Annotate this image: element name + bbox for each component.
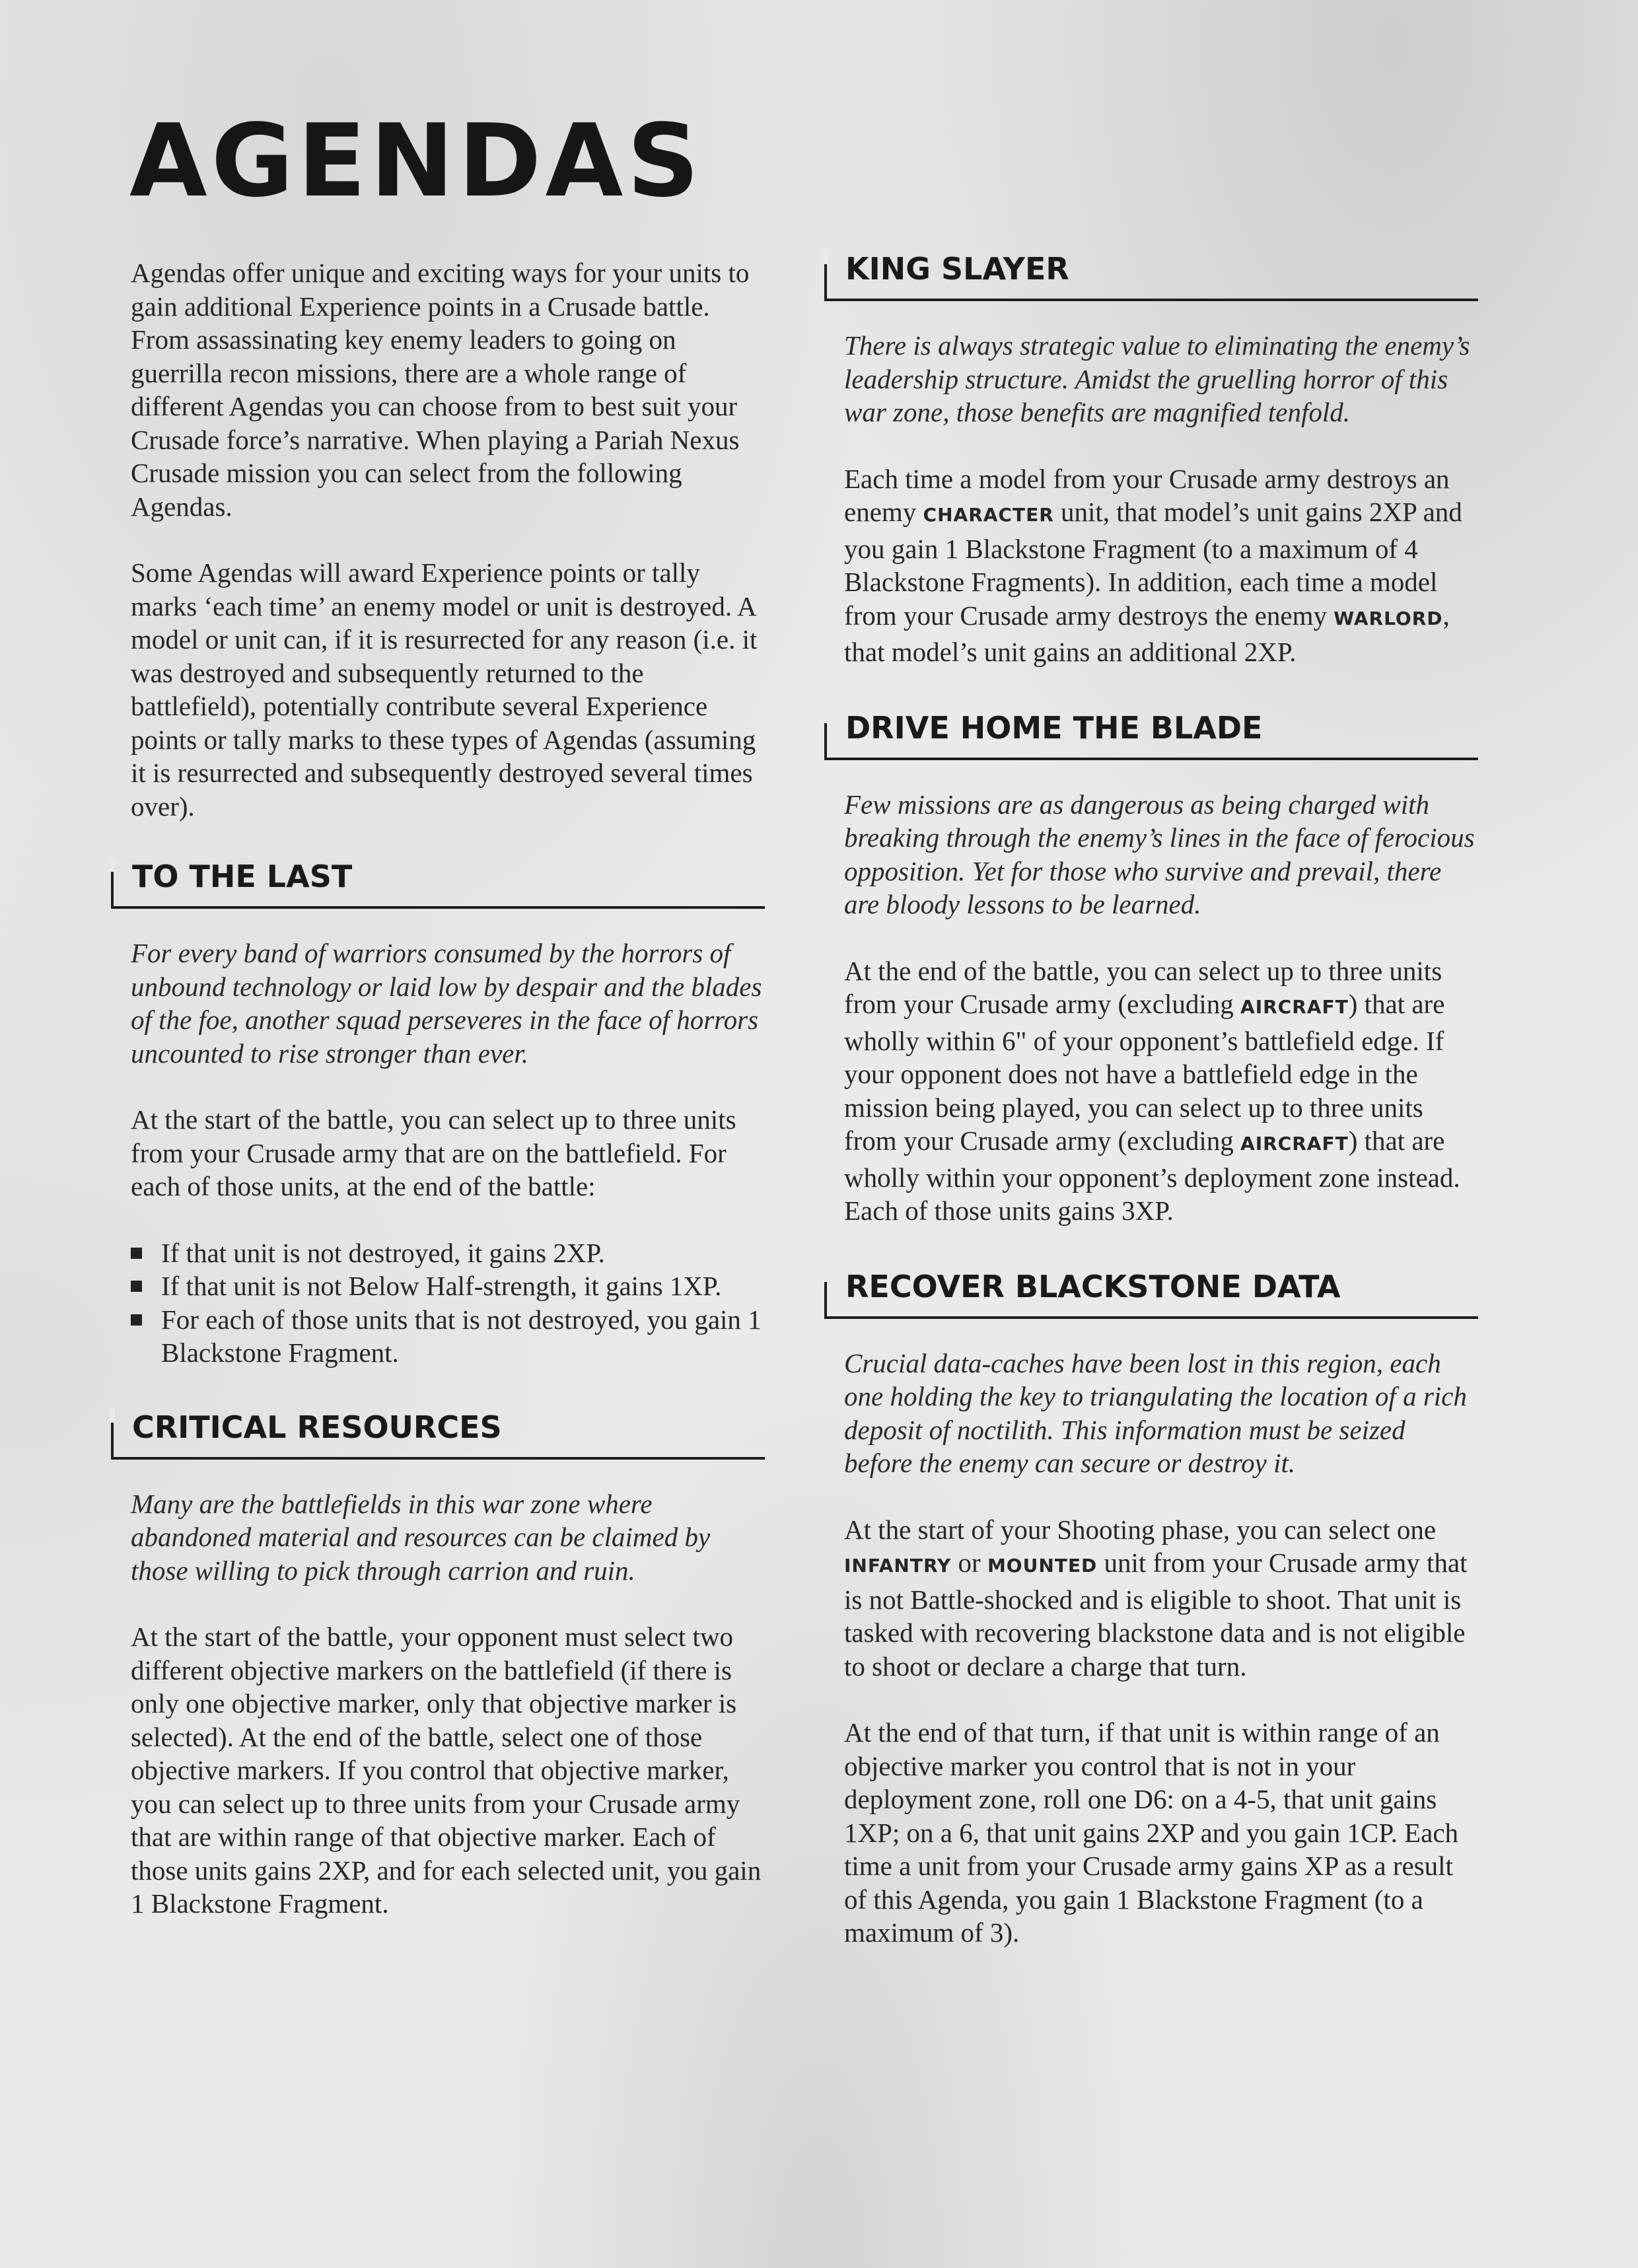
rules-text-2: At the end of that turn, if that unit is within range of an objective marker you control that is not in your deployment zone, roll one D6: on a 4-5, that unit gains 1XP; on a 6, that unit gains 2XP and you gain 1CP. Each time a unit from your Crusade army gains XP as a result of this Agenda, you gain 1 Blackstone Fragment (to a maximum of 3). [844, 1717, 1459, 1948]
flavor-text: For every band of warriors consumed by the horrors of unbound technology or laid low by despair and the blades of the foe, another squad perseveres in the face of horrors uncounted to rise stronger than ever. [131, 938, 762, 1069]
rules-text: At the end of the battle, you can select up to three units from your Crusade army (excluding AIRCRAFT) that are wholly within 6" of your opponent’s battlefield edge. If your opponent does not have a battlefield edge in the mission being played, you can select up to three units from your Crusade army (excluding AIRCRAFT) that are wholly within your opponent’s deployment zone instead. Each of those units gains 3XP. [844, 955, 1460, 1226]
rules-text: At the start of the battle, you can select up to three units from your Crusade army that are on the battlefield. For each of those units, at the end of the battle: [131, 1104, 736, 1201]
left-column [131, 256, 765, 1921]
heading-text: RECOVER BLACKSTONE DATA [845, 1268, 1341, 1304]
keyword-mounted: MOUNTED [987, 1555, 1098, 1577]
section-heading-recover-blackstone-data [824, 1267, 1478, 1319]
heading-text: TO THE LAST [132, 859, 353, 894]
flavor-text: Few missions are as dangerous as being charged with breaking through the enemy’s lines in the face of ferocious opposition. Yet for those who survive and prevail, there are bloody lessons to be learned. [844, 789, 1475, 919]
keyword-character: CHARACTER [923, 504, 1054, 526]
keyword-warlord: WARLORD [1334, 607, 1443, 629]
bullet-list [131, 1236, 765, 1370]
list-item: For each of those units that is not destroyed, you gain 1 Blackstone Fragment. [131, 1303, 765, 1370]
bullet-square-icon [131, 1314, 142, 1326]
flavor-text: Crucial data-caches have been lost in this region, each one holding the key to triangulating the location of a rich deposit of noctilith. This information must be seized before the enemy can secure or destroy it. [844, 1347, 1467, 1478]
keyword-aircraft: AIRCRAFT [1240, 996, 1349, 1018]
heading-text: DRIVE HOME THE BLADE [845, 709, 1263, 746]
bullet-square-icon [131, 1248, 142, 1259]
page-title: AGENDAS [129, 102, 703, 219]
bullet-square-icon [131, 1281, 142, 1292]
intro-paragraph-2: Some Agendas will award Experience points or tally marks ‘each time’ an enemy model or unit is destroyed. A model or unit can, if it is resurrected for any reason (i.e. it was destroyed and subsequently returned to the battlefield), potentially contribute several Experience points or tally marks to these types of Agendas (assuming it is resurrected and subsequently destroyed several times over). [131, 557, 758, 822]
heading-text: CRITICAL RESOURCES [132, 1409, 502, 1445]
keyword-infantry: INFANTRY [844, 1555, 952, 1577]
keyword-aircraft: AIRCRAFT [1240, 1133, 1349, 1154]
heading-text: KING SLAYER [845, 251, 1069, 287]
flavor-text: Many are the battlefields in this war zone where abandoned material and resources can be claimed by those willing to pick through carrion and ruin. [131, 1488, 711, 1586]
section-heading-drive-home-the-blade [824, 709, 1478, 760]
list-item: If that unit is not destroyed, it gains 2XP. [131, 1236, 765, 1270]
intro-paragraph-1: Agendas offer unique and exciting ways for your units to gain additional Experience points in a Crusade battle. From assassinating key enemy leaders to going on guerrilla recon missions, there are a whole range of different Agendas you can choose from to best suit your Crusade force’s narrative. When playing a Pariah Nexus Crusade mission you can select from the following Agendas. [131, 258, 750, 522]
rules-text: At the start of the battle, your opponent must select two different objective markers on the battlefield (if there is only one objective marker, only that objective marker is selected). At the end of the battle, select one of those objective markers. If you control that objective marker, you can select up to three units from your Crusade army that are within range of that objective marker. Each of those units gains 2XP, and for each selected unit, you gain 1 Blackstone Fragment. [131, 1621, 762, 1919]
list-item: If that unit is not Below Half-strength, it gains 1XP. [131, 1269, 765, 1303]
rules-text: At the start of your Shooting phase, you can select one INFANTRY or MOUNTED unit from your Crusade army that is not Battle-shocked and is eligible to shoot. That unit is tasked with recovering blackstone data and is not eligible to shoot or declare a charge that turn. [844, 1514, 1468, 1682]
section-heading-king-slayer [824, 250, 1478, 301]
right-column [844, 251, 1478, 1950]
rules-text: Each time a model from your Crusade army destroys an enemy CHARACTER unit, that model’s unit gains 2XP and you gain 1 Blackstone Fragment (to a maximum of 4 Blackstone Fragments). In addition, each time a model from your Crusade army destroys the enemy WARLORD, that model’s unit gains an additional 2XP. [844, 463, 1462, 667]
section-heading-to-the-last [111, 857, 765, 909]
flavor-text: There is always strategic value to eliminating the enemy’s leadership structure. Amidst the gruelling horror of this war zone, those benefits are magnified tenfold. [844, 330, 1470, 427]
section-heading-critical-resources [111, 1408, 765, 1460]
